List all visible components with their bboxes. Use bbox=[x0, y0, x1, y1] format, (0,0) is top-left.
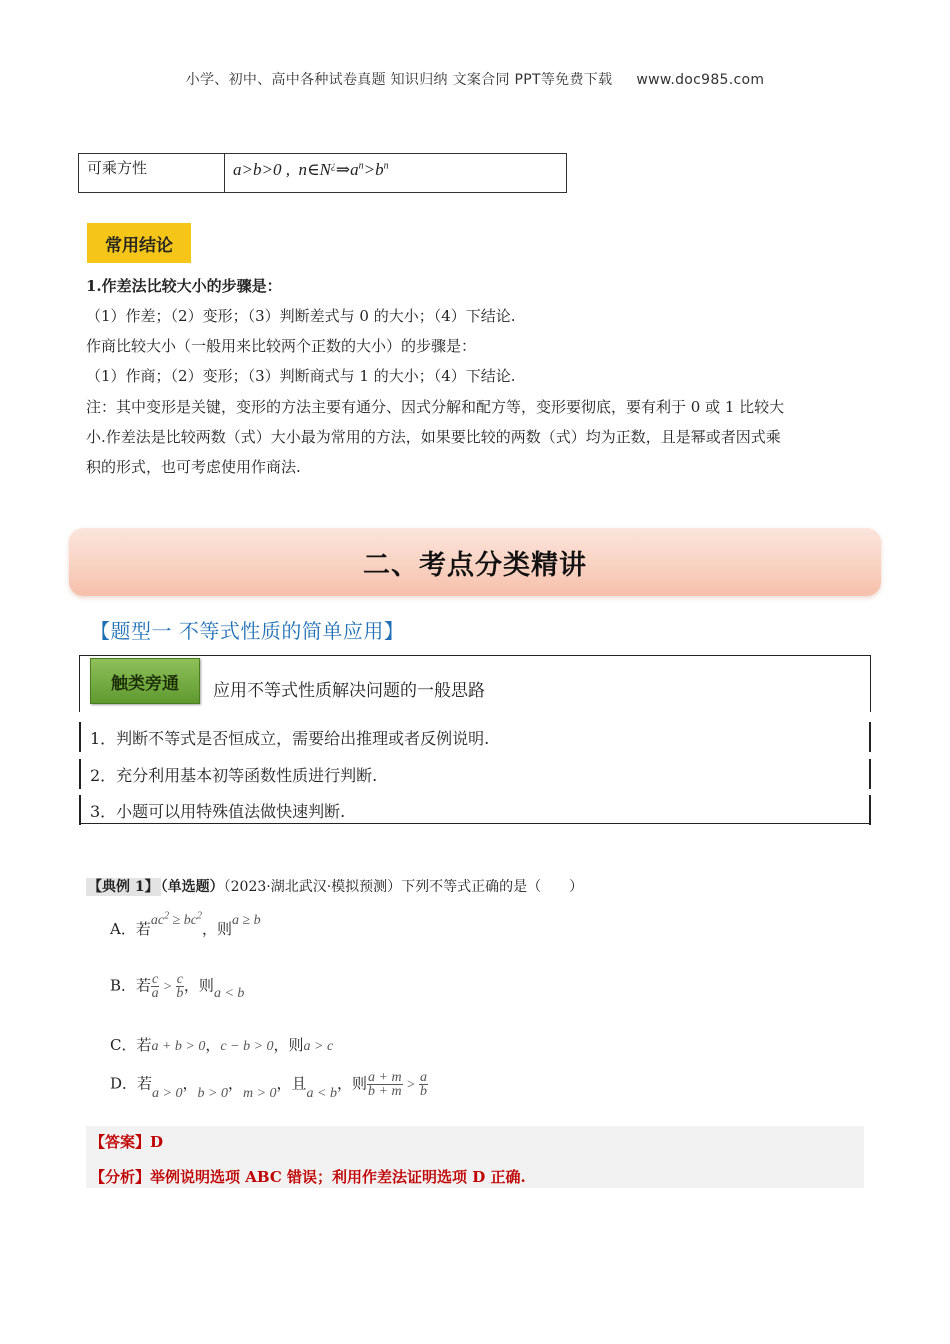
example-header bbox=[86, 876, 583, 896]
diff-method-steps: （1）作差；（2）变形；（3）判断差式与 0 的大小；（4）下结论. bbox=[86, 307, 516, 325]
answer: 【答案】D bbox=[90, 1133, 164, 1151]
option-a[interactable]: A．若$ac^2 \ge bc^2$，则a ≥ b bbox=[110, 910, 261, 938]
note-line-2: 小.作差法是比较两数（式）大小最为常用的方法，如果要比较的两数（式）均为正数，且是幂或者因式乘 bbox=[86, 428, 781, 446]
header-url[interactable]: www.doc985.com bbox=[636, 72, 765, 88]
property-name: 可乘方性 bbox=[79, 154, 225, 192]
header-text: 小学、初中、高中各种试卷真题 知识归纳 文案合同 PPT等免费下载 bbox=[185, 72, 613, 88]
option-d[interactable]: D．若a > 0，b > 0，m > 0，且a < b，则 $\frac{a + m}{b + m}$ > $\frac{a}{b}$ bbox=[110, 1070, 428, 1101]
diff-method-heading: 1.作差法比较大小的步骤是： bbox=[86, 277, 282, 295]
quotient-method-heading: 作商比较大小（一般用来比较两个正数的大小）的步骤是： bbox=[86, 337, 477, 355]
note-line-1: 注：其中变形是关键，变形的方法主要有通分、因式分解和配方等，变形要彻底，要有利于 0 或 1 比较大 bbox=[86, 398, 785, 416]
tips-heading: 应用不等式性质解决问题的一般思路 bbox=[213, 681, 485, 701]
option-b[interactable]: B．若 $\frac{c}{a}$ > $\frac{c}{b}$ ，则a < b bbox=[110, 972, 245, 1001]
property-table bbox=[78, 153, 567, 193]
example-type: （单选题） bbox=[160, 879, 224, 895]
question-type-title: 【题型一 不等式性质的简单应用】 bbox=[90, 619, 405, 643]
tips-badge: 触类旁通 bbox=[90, 658, 200, 704]
page-header bbox=[0, 69, 950, 89]
tip-item: 3．小题可以用特殊值法做快速判断. bbox=[79, 795, 871, 825]
note-line-3: 积的形式，也可考虑使用作商法. bbox=[86, 458, 301, 476]
tips-box-bottom bbox=[79, 823, 871, 824]
example-source: （2023·湖北武汉·模拟预测）下列不等式正确的是（ ） bbox=[223, 879, 584, 895]
quotient-method-steps: （1）作商；（2）变形；（3）判断商式与 1 的大小；（4）下结论. bbox=[86, 367, 516, 385]
example-label: 【典例 1】 bbox=[88, 879, 159, 895]
property-formula: a>b>0 , $n\in N^¿\Rightarrow a^n>b^n$ bbox=[233, 160, 389, 179]
tip-item: 2．充分利用基本初等函数性质进行判断. bbox=[79, 759, 871, 789]
option-c[interactable]: C．若a + b > 0，c − b > 0，则a > c bbox=[110, 1036, 334, 1054]
tip-item: 1．判断不等式是否恒成立，需要给出推理或者反例说明. bbox=[79, 722, 871, 752]
common-conclusion-tag: 常用结论 bbox=[87, 223, 191, 263]
analysis: 【分析】举例说明选项 ABC 错误；利用作差法证明选项 D 正确. bbox=[90, 1168, 526, 1186]
section-banner: 二、考点分类精讲 bbox=[69, 528, 881, 596]
